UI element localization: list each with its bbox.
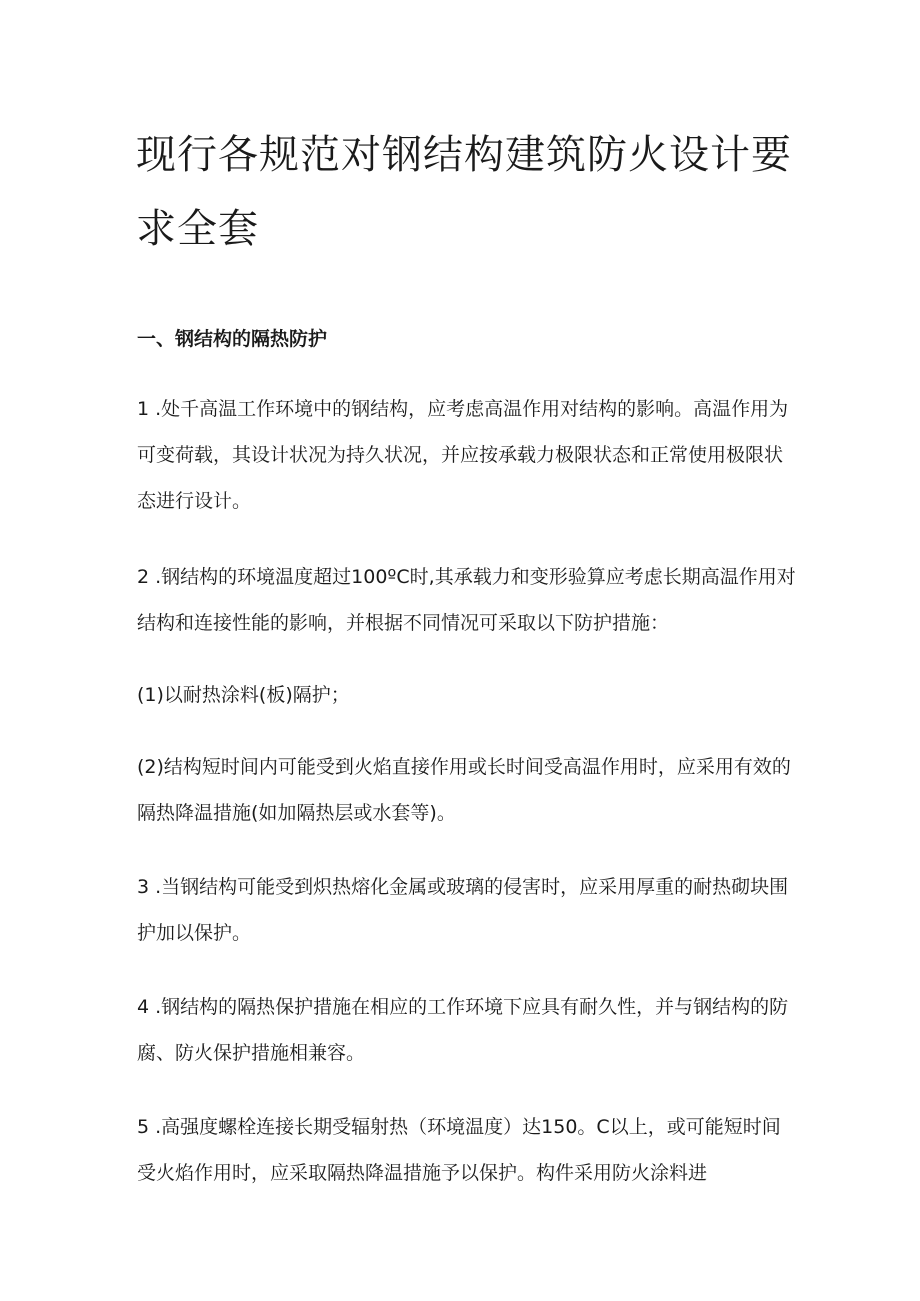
paragraph-5: 5 .高强度螺栓连接长期受辐射热（环境温度）达150。C以上，或可能短时间受火焰作用时，应采取隔热降温措施予以保护。构件采用防火涂料进 [137,1116,781,1184]
section-heading: 一、钢结构的隔热防护 [137,328,328,350]
paragraph-3: 3 .当钢结构可能受到炽热熔化金属或玻璃的侵害时，应采用厚重的耐热砌块围护加以保护。 [137,876,789,944]
paragraph-2: 2 .钢结构的环境温度超过100ºC时,其承载力和变形验算应考虑长期高温作用对结构和连接性能的影响，并根据不同情况可采取以下防护措施： [137,566,796,634]
document-title: 现行各规范对钢结构建筑防火设计要求全套 [136,132,792,252]
paragraph-2-item-2: (2)结构短时间内可能受到火焰直接作用或长时间受高温作用时，应采用有效的隔热降温措施(如加隔热层或水套等)。 [137,756,791,824]
paragraph-1: 1 .处千高温工作环境中的钢结构，应考虑高温作用对结构的影响。高温作用为可变荷载，其设计状况为持久状况，并应按承载力极限状态和正常使用极限状态进行设计。 [137,398,789,512]
paragraph-4: 4 .钢结构的隔热保护措施在相应的工作环境下应具有耐久性，并与钢结构的防腐、防火保护措施相兼容。 [137,996,789,1064]
paragraph-2-item-1: (1)以耐热涂料(板)隔护； [137,684,350,706]
